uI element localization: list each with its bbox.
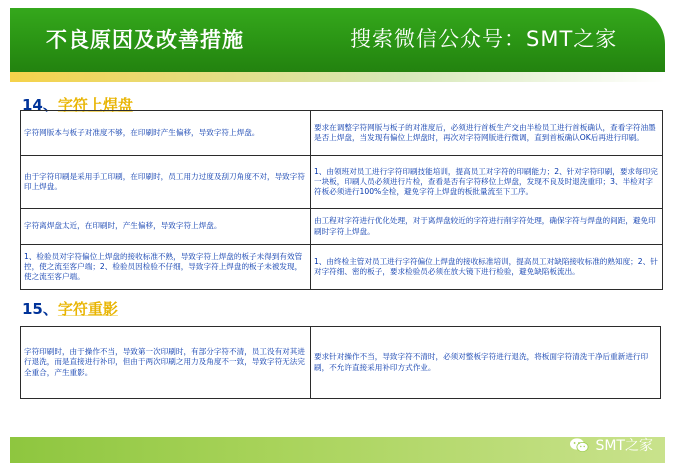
cause-cell: 字符网版本与板子对准度不够，在印刷时产生偏移，导致字符上焊盘。	[21, 111, 311, 156]
cause-cell: 字符印刷时，由于操作不当，导致第一次印刷时，有部分字符不清，员工没有对其进行退洗，而是直接进行补印，但由于两次印刷之用力及角度不一致，导致字符无法完全重合，产生重影。	[21, 327, 311, 399]
header-underline	[10, 72, 665, 82]
fix-cell: 要求针对操作不当，导致字符不清时，必须对整板字符进行退洗，将板面字符清洗干净后重新进行印刷，不允许直接采用补印方式作业。	[311, 327, 661, 399]
table-section-15	[20, 326, 661, 399]
fix-cell: 由工程对字符进行优化处理，对于离焊盘较近的字符进行削字符处理，确保字符与焊盘的间距，避免印刷时字符上焊盘。	[311, 209, 663, 245]
table-row	[21, 209, 663, 245]
table-section-14	[20, 110, 663, 290]
wechat-icon	[569, 437, 589, 453]
page-title: 不良原因及改善措施	[46, 28, 244, 52]
cause-cell: 由于字符印刷是采用手工印刷，在印刷时，员工用力过度及刮刀角度不对，导致字符印上焊盘。	[21, 156, 311, 209]
table-row	[21, 156, 663, 209]
page-subtitle: 搜索微信公众号：SMT之家	[350, 27, 618, 51]
left-strip	[0, 8, 10, 463]
section-15-heading	[22, 298, 118, 319]
footer-bar	[10, 437, 665, 463]
section-15-number: 15、	[22, 300, 58, 318]
fix-cell: 要求在调整字符网版与板子的对准度后，必须进行首板生产交由半检员工进行首板确认，查看字符油墨是否上焊盘，当发现有偏位上焊盘时，再次对字符网版进行微调，直到首板确认OK后再进行印刷。	[311, 111, 663, 156]
section-14-title: 字符上焊盘	[57, 96, 133, 114]
table-row	[21, 327, 661, 399]
table-row	[21, 111, 663, 156]
cause-cell: 1、检验员对字符偏位上焊盘的接收标准不熟，导致字符上焊盘的板子未得到有效管控，使之流至客户端；2、检验员因检验不仔细，导致字符上焊盘的板子未被发现，使之流至客户端。	[21, 245, 311, 290]
section-15-title: 字符重影	[57, 300, 118, 318]
footer-logo	[569, 430, 653, 460]
table-row	[21, 245, 663, 290]
fix-cell: 1、由领班对员工进行字符印刷技能培训，提高员工对字符的印刷能力；2、针对字符印刷，要求每印完一块板，印刷人员必须进行片检，查看是否有字符移位上焊盘，发现不良及时退洗重印；3、半检对字符板必须进行100%全检，避免字符上焊盘的板批量流至下工序。	[311, 156, 663, 209]
fix-cell: 1、由终检主管对员工进行字符偏位上焊盘的接收标准培训，提高员工对缺陷接收标准的熟知度；2、针对字符细、密的板子，要求检验员必须在放大镜下进行检验，避免缺陷板流出。	[311, 245, 663, 290]
cause-cell: 字符离焊盘太近，在印刷时，产生偏移，导致字符上焊盘。	[21, 209, 311, 245]
footer-brand: SMT之家	[595, 438, 653, 454]
header-bar	[10, 8, 665, 72]
section-14-number: 14、	[22, 96, 58, 114]
